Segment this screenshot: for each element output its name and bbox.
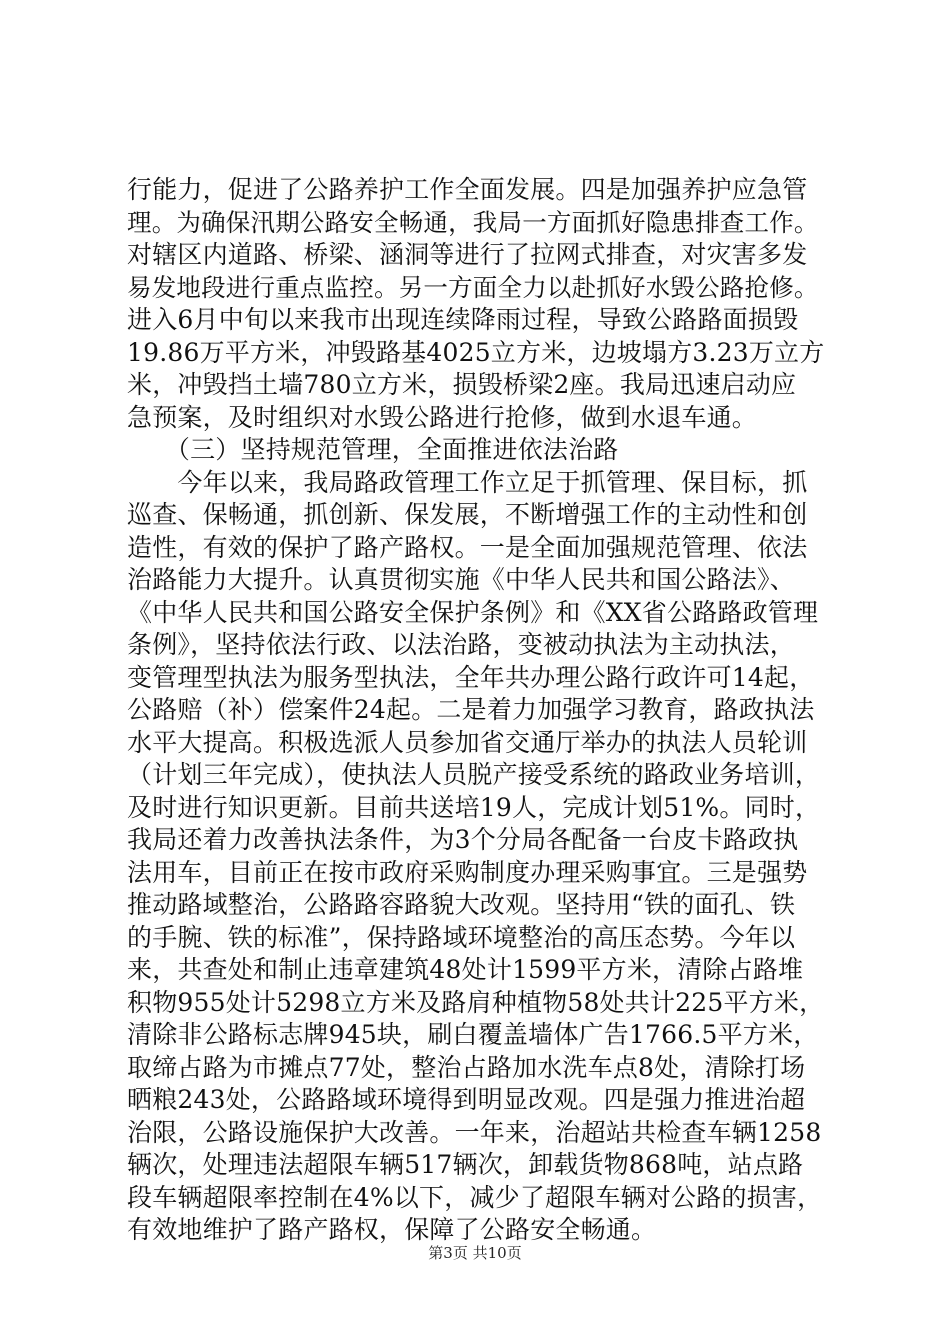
text-line: 积物955处计5298立方米及路肩种植物58处共计225平方米， <box>127 987 825 1017</box>
text-line: 急预案，及时组织对水毁公路进行抢修，做到水退车通。 <box>127 402 758 432</box>
text-line: 晒粮243处，公路路域环境得到明显改观。四是强力推进治超 <box>127 1085 806 1114</box>
text-line: 法用车，目前正在按市政府采购制度办理采购事宜。三是强势 <box>127 857 808 887</box>
text-line: 造性，有效的保护了路产路权。一是全面加强规范管理、依法 <box>127 532 808 562</box>
text-line: 治限，公路设施保护大改善。一年来，治超站共检查车辆1258 <box>127 1117 822 1147</box>
text-line: 行能力，促进了公路养护工作全面发展。四是加强养护应急管 <box>127 175 808 204</box>
text-line: 及时进行知识更新。目前共送培19人，完成计划51%。同时， <box>127 792 821 822</box>
text-line: 有效地维护了路产路权，保障了公路安全畅通。 <box>127 1215 657 1244</box>
text-line: 条例》，坚持依法行政、以法治路，变被动执法为主动执法， <box>127 630 795 659</box>
text-line: 的手腕、铁的标准”，保持路域环境整治的高压态势。今年以 <box>127 922 796 952</box>
text-line: 治路能力大提升。认真贯彻实施《中华人民共和国公路法》、 <box>127 565 795 594</box>
text-line: 推动路域整治，公路路容路貌大改观。坚持用“铁的面孔、铁 <box>127 890 796 919</box>
text-line: 水平大提高。积极选派人员参加省交通厅举办的执法人员轮训 <box>127 727 808 757</box>
text-line: 段车辆超限率控制在4%以下，减少了超限车辆对公路的损害， <box>127 1182 823 1212</box>
document-body <box>127 174 827 1247</box>
text-line: 辆次，处理违法超限车辆517辆次，卸载货物868吨，站点路 <box>127 1150 804 1179</box>
text-line: 19.86万平方米，冲毁路基4025立方米，边坡塌方3.23万立方 <box>127 337 825 367</box>
text-line: 取缔占路为市摊点77处，整治占路加水洗车点8处，清除打场 <box>127 1052 806 1082</box>
text-line: （计划三年完成），使执法人员脱产接受系统的路政业务培训， <box>127 760 821 789</box>
text-line: 来，共查处和制止违章建筑48处计1599平方米，清除占路堆 <box>127 955 804 984</box>
page-footer: 第3页 共10页 <box>428 1244 522 1262</box>
text-line: 理。为确保汛期公路安全畅通，我局一方面抓好隐患排查工作。 <box>127 207 819 237</box>
text-line: （三）坚持规范管理，全面推进依法治路 <box>127 435 619 464</box>
text-line: 米，冲毁挡土墙780立方米，损毁桥梁2座。我局迅速启动应 <box>127 370 797 399</box>
text-line: 变管理型执法为服务型执法，全年共办理公路行政许可14起， <box>127 662 815 692</box>
text-line: 今年以来，我局路政管理工作立足于抓管理、保目标，抓 <box>127 467 808 497</box>
text-line: 进入6月中旬以来我市出现连续降雨过程，导致公路路面损毁 <box>127 305 799 334</box>
text-line: 巡查、保畅通，抓创新、保发展，不断增强工作的主动性和创 <box>127 500 808 529</box>
text-line: 《中华人民共和国公路安全保护条例》和《XX省公路路政管理 <box>127 597 819 627</box>
text-line: 清除非公路标志牌945块，刷白覆盖墙体广告1766.5平方米， <box>127 1020 819 1049</box>
text-line: 我局还着力改善执法条件，为3个分局各配备一台皮卡路政执 <box>127 825 799 854</box>
text-line: 公路赔（补）偿案件24起。二是着力加强学习教育，路政执法 <box>127 695 815 724</box>
text-line: 对辖区内道路、桥梁、涵洞等进行了拉网式排查，对灾害多发 <box>127 240 808 269</box>
text-line: 易发地段进行重点监控。另一方面全力以赴抓好水毁公路抢修。 <box>127 272 819 302</box>
